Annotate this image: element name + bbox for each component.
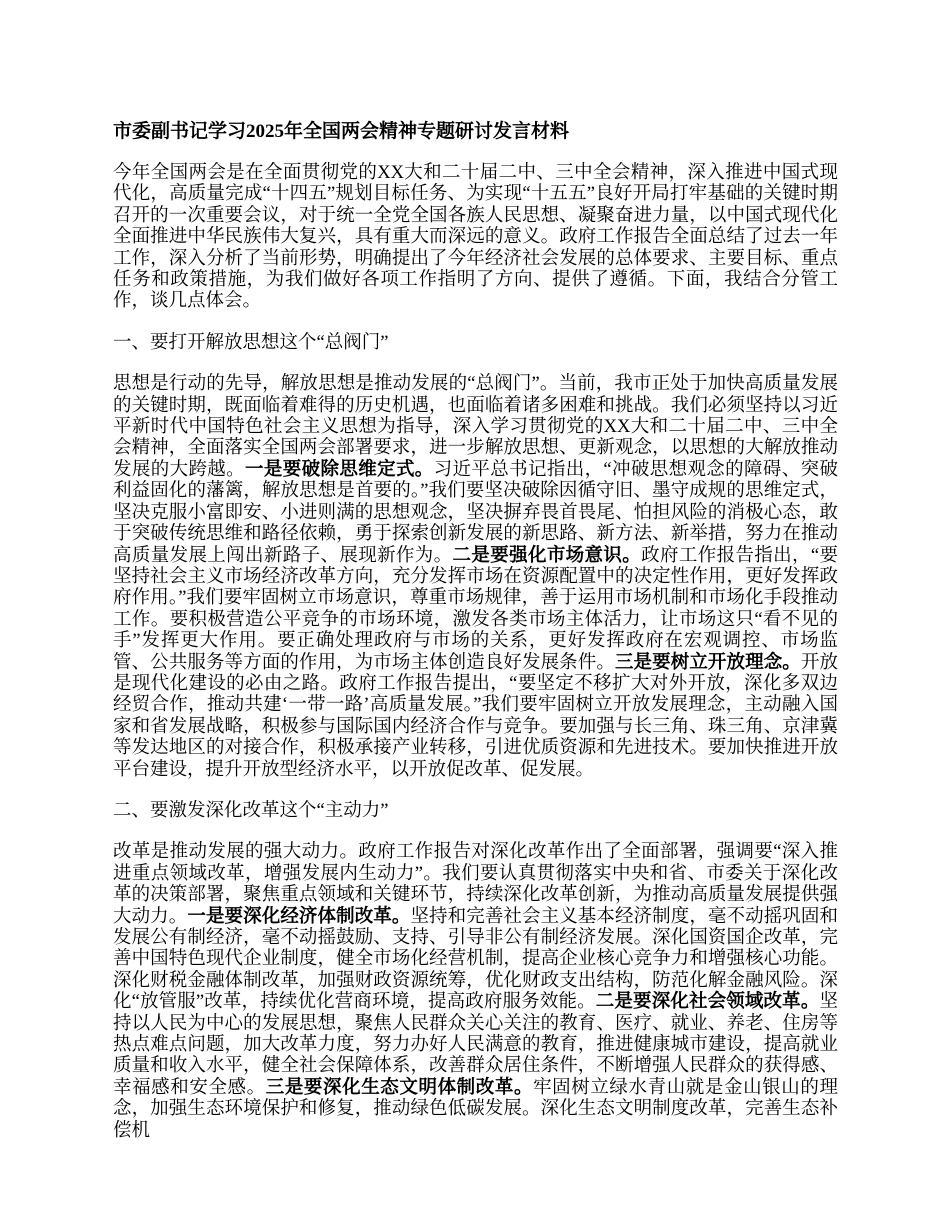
text-run: 开放是现代化建设的必由之路。政府工作报告提出，“要坚定不移扩大对外开放，深化多双边经贸合作，推动共建‘一带一路’高质量发展。”我们要牢固树立开放发展理念，主动融入国家和省发展战略，积极参与国际国内经济合作与竞争。要加强与长三角、珠三角、京津冀等发达地区的对接合作，积极承接产业转移，引进优质资源和先进技术。要加快推进开放平台建设，提升开放型经济水平，以开放促改革、促发展。 <box>113 652 838 780</box>
text-run: 思想是行动的先导，解放思想是推动发展的“总阀门”。当前，我市正处于加快高质量发展的关键时期，既面临着难得的历史机遇，也面临着诸多困难和挑战。我们必须坚持以习近平新时代中国特色社会主义思想为指导，深入学习贯彻党的XX大和二十届二中、三中全会精神，全面落实全国两会部署要求，进一步解放思想、更新观念，以思想的大解放推动发展的大跨越。 <box>113 374 838 480</box>
text-run: 改革是推动发展的强大动力。政府工作报告对深化改革作出了全面部署，强调要“深入推进重点领域改革，增强发展内生动力”。我们要认真贯彻落实中央和省、市委关于深化改革的决策部署，聚焦重点领域和关键环节，持续深化改革创新，为推动高质量发展提供强大动力。 <box>113 842 838 927</box>
text-run: 坚持以人民为中心的发展思想，聚焦人民群众关心关注的教育、医疗、就业、养老、住房等热点难点问题，加大改革力度，努力办好人民满意的教育，推进健康城市建设，提高就业质量和收入水平，健全社会保障体系，改善群众居住条件，不断增强人民群众的获得感、幸福感和安全感。 <box>113 992 838 1098</box>
body-paragraph <box>113 842 838 1142</box>
section-heading <box>113 801 838 822</box>
text-run: 牢固树立绿水青山就是金山银山的理念，加强生态环境保护和修复，推动绿色低碳发展。深化生态文明制度改革，完善生态补偿机 <box>113 1077 838 1141</box>
body-paragraph <box>113 163 838 313</box>
bold-text-run: 三是要深化生态文明体制改革。 <box>265 1077 534 1098</box>
text-run: 今年全国两会是在全面贯彻党的XX大和二十届二中、三中全会精神，深入推进中国式现代化，高质量完成“十四五”规划目标任务、为实现“十五五”良好开局打牢基础的关键时期召开的一次重要会议，对于统一全党全国各族人民思想、凝聚奋进力量，以中国式现代化全面推进中华民族伟大复兴，具有重大而深远的意义。政府工作报告全面总结了过去一年工作，深入分析了当前形势，明确提出了今年经济社会发展的总体要求、主要目标、重点任务和政策措施，为我们做好各项工作指明了方向、提供了遵循。下面，我结合分管工作，谈几点体会。 <box>113 163 838 312</box>
section-heading <box>113 333 838 354</box>
bold-text-run: 二是要强化市场意识。 <box>452 545 642 566</box>
document-title: 市委副书记学习2025年全国两会精神专题研讨发言材料 <box>113 121 570 142</box>
document-body <box>113 163 838 1142</box>
text-run: 二、要激发深化改革这个“主动力” <box>113 800 389 821</box>
body-paragraph <box>113 374 838 781</box>
text-run: 习近平总书记指出，“冲破思想观念的障碍、突破利益固化的藩篱，解放思想是首要的。”我们要坚决破除因循守旧、墨守成规的思维定式，坚决克服小富即安、小进则满的思想观念，坚决摒弃畏首畏尾、怕担风险的消极心态，敢于突破传统思维和路径依赖，勇于探索创新发展的新思路、新方法、新举措，努力在推动高质量发展上闯出新路子、展现新作为。 <box>113 459 838 566</box>
bold-text-run: 二是要深化社会领域改革。 <box>595 992 820 1013</box>
text-run: 坚持和完善社会主义基本经济制度，毫不动摇巩固和发展公有制经济，毫不动摇鼓励、支持、引导非公有制经济发展。深化国资国企改革，完善中国特色现代企业制度，健全市场化经营机制，提高企业核心竞争力和增强核心功能。深化财税金融体制改革，加强财政资源统筹，优化财政支出结构，防范化解金融风险。深化“放管服”改革，持续优化营商环境，提高政府服务效能。 <box>113 906 838 1013</box>
text-run: 一、要打开解放思想这个“总阀门” <box>113 332 389 353</box>
bold-text-run: 三是要树立开放理念。 <box>614 652 801 673</box>
bold-text-run: 一是要深化经济体制改革。 <box>187 906 411 927</box>
text-run: 政府工作报告指出，“要坚持社会主义市场经济改革方向，充分发挥市场在资源配置中的决定性作用，更好发挥政府作用。”我们要牢固树立市场意识，尊重市场规律，善于运用市场机制和市场化手段推动工作。要积极营造公平竞争的市场环境，激发各类市场主体活力，让市场这只“看不见的手”发挥更大作用。要正确处理政府与市场的关系，更好发挥政府在宏观调控、市场监管、公共服务等方面的作用，为市场主体创造良好发展条件。 <box>113 545 838 673</box>
bold-text-run: 一是要破除思维定式。 <box>245 459 434 480</box>
